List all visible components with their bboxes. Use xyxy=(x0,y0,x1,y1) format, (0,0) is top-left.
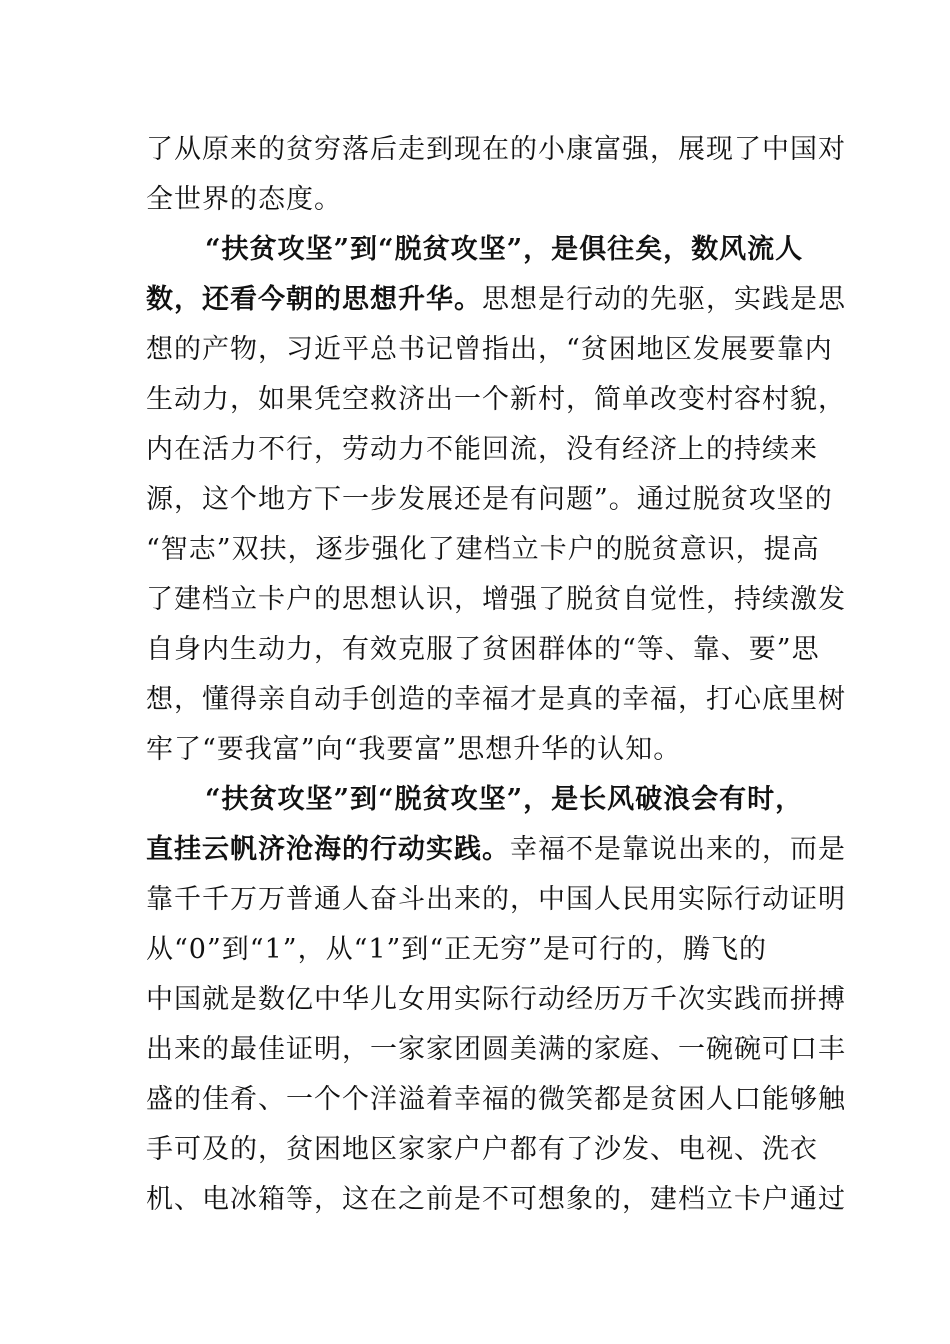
paragraph-heading: “扶贫攻坚”到“脱贫攻坚”，是俱往矣，数风流人 xyxy=(205,234,804,265)
text-line: 源，这个地方下一步发展还是有问题”。通过脱贫攻坚的 xyxy=(146,484,833,515)
paragraph-heading: “扶贫攻坚”到“脱贫攻坚”，是长风破浪会有时， xyxy=(205,784,804,815)
text-line: 了建档立卡户的思想认识，增强了脱贫自觉性，持续激发 xyxy=(146,584,846,615)
text-line: 机、电冰箱等，这在之前是不可想象的，建档立卡户通过 xyxy=(146,1184,846,1215)
text-line: 想，懂得亲自动手创造的幸福才是真的幸福，打心底里树 xyxy=(146,684,846,715)
paragraph-text: 幸福不是靠说出来的，而是 xyxy=(510,834,846,865)
text-line xyxy=(146,282,846,318)
text-line: 盛的佳肴、一个个洋溢着幸福的微笑都是贫困人口能够触 xyxy=(146,1084,846,1115)
paragraph-heading-end: 直挂云帆济沧海的行动实践。 xyxy=(146,834,510,865)
text-line: 了从原来的贫穷落后走到现在的小康富强，展现了中国对 xyxy=(146,134,846,165)
text-line: 牢了“要我富”向“我要富”思想升华的认知。 xyxy=(146,734,682,765)
text-line: 内在活力不行，劳动力不能回流，没有经济上的持续来 xyxy=(146,434,818,465)
text-line: 中国就是数亿中华儿女用实际行动经历万千次实践而拼搏 xyxy=(146,984,846,1015)
text-line: 想的产物，习近平总书记曾指出，“贫困地区发展要靠内 xyxy=(146,334,833,365)
text-line: 自身内生动力，有效克服了贫困群体的“等、靠、要”思 xyxy=(146,634,820,665)
paragraph-heading-end: 数，还看今朝的思想升华。 xyxy=(146,284,482,315)
text-line: 生动力，如果凭空救济出一个新村，简单改变村容村貌， xyxy=(146,384,846,415)
text-line xyxy=(146,832,846,868)
text-line: 靠千千万万普通人奋斗出来的，中国人民用实际行动证明 xyxy=(146,884,846,915)
paragraph-text: 思想是行动的先驱，实践是思 xyxy=(482,284,846,315)
text-line: 手可及的，贫困地区家家户户都有了沙发、电视、洗衣 xyxy=(146,1134,818,1165)
text-line: 出来的最佳证明，一家家团圆美满的家庭、一碗碗可口丰 xyxy=(146,1034,846,1065)
text-line: 全世界的态度。 xyxy=(146,184,342,215)
text-line: “智志”双扶，逐步强化了建档立卡户的脱贫意识，提高 xyxy=(146,534,820,565)
text-line: 从“0”到“1”，从“1”到“正无穷”是可行的，腾飞的 xyxy=(146,934,767,965)
